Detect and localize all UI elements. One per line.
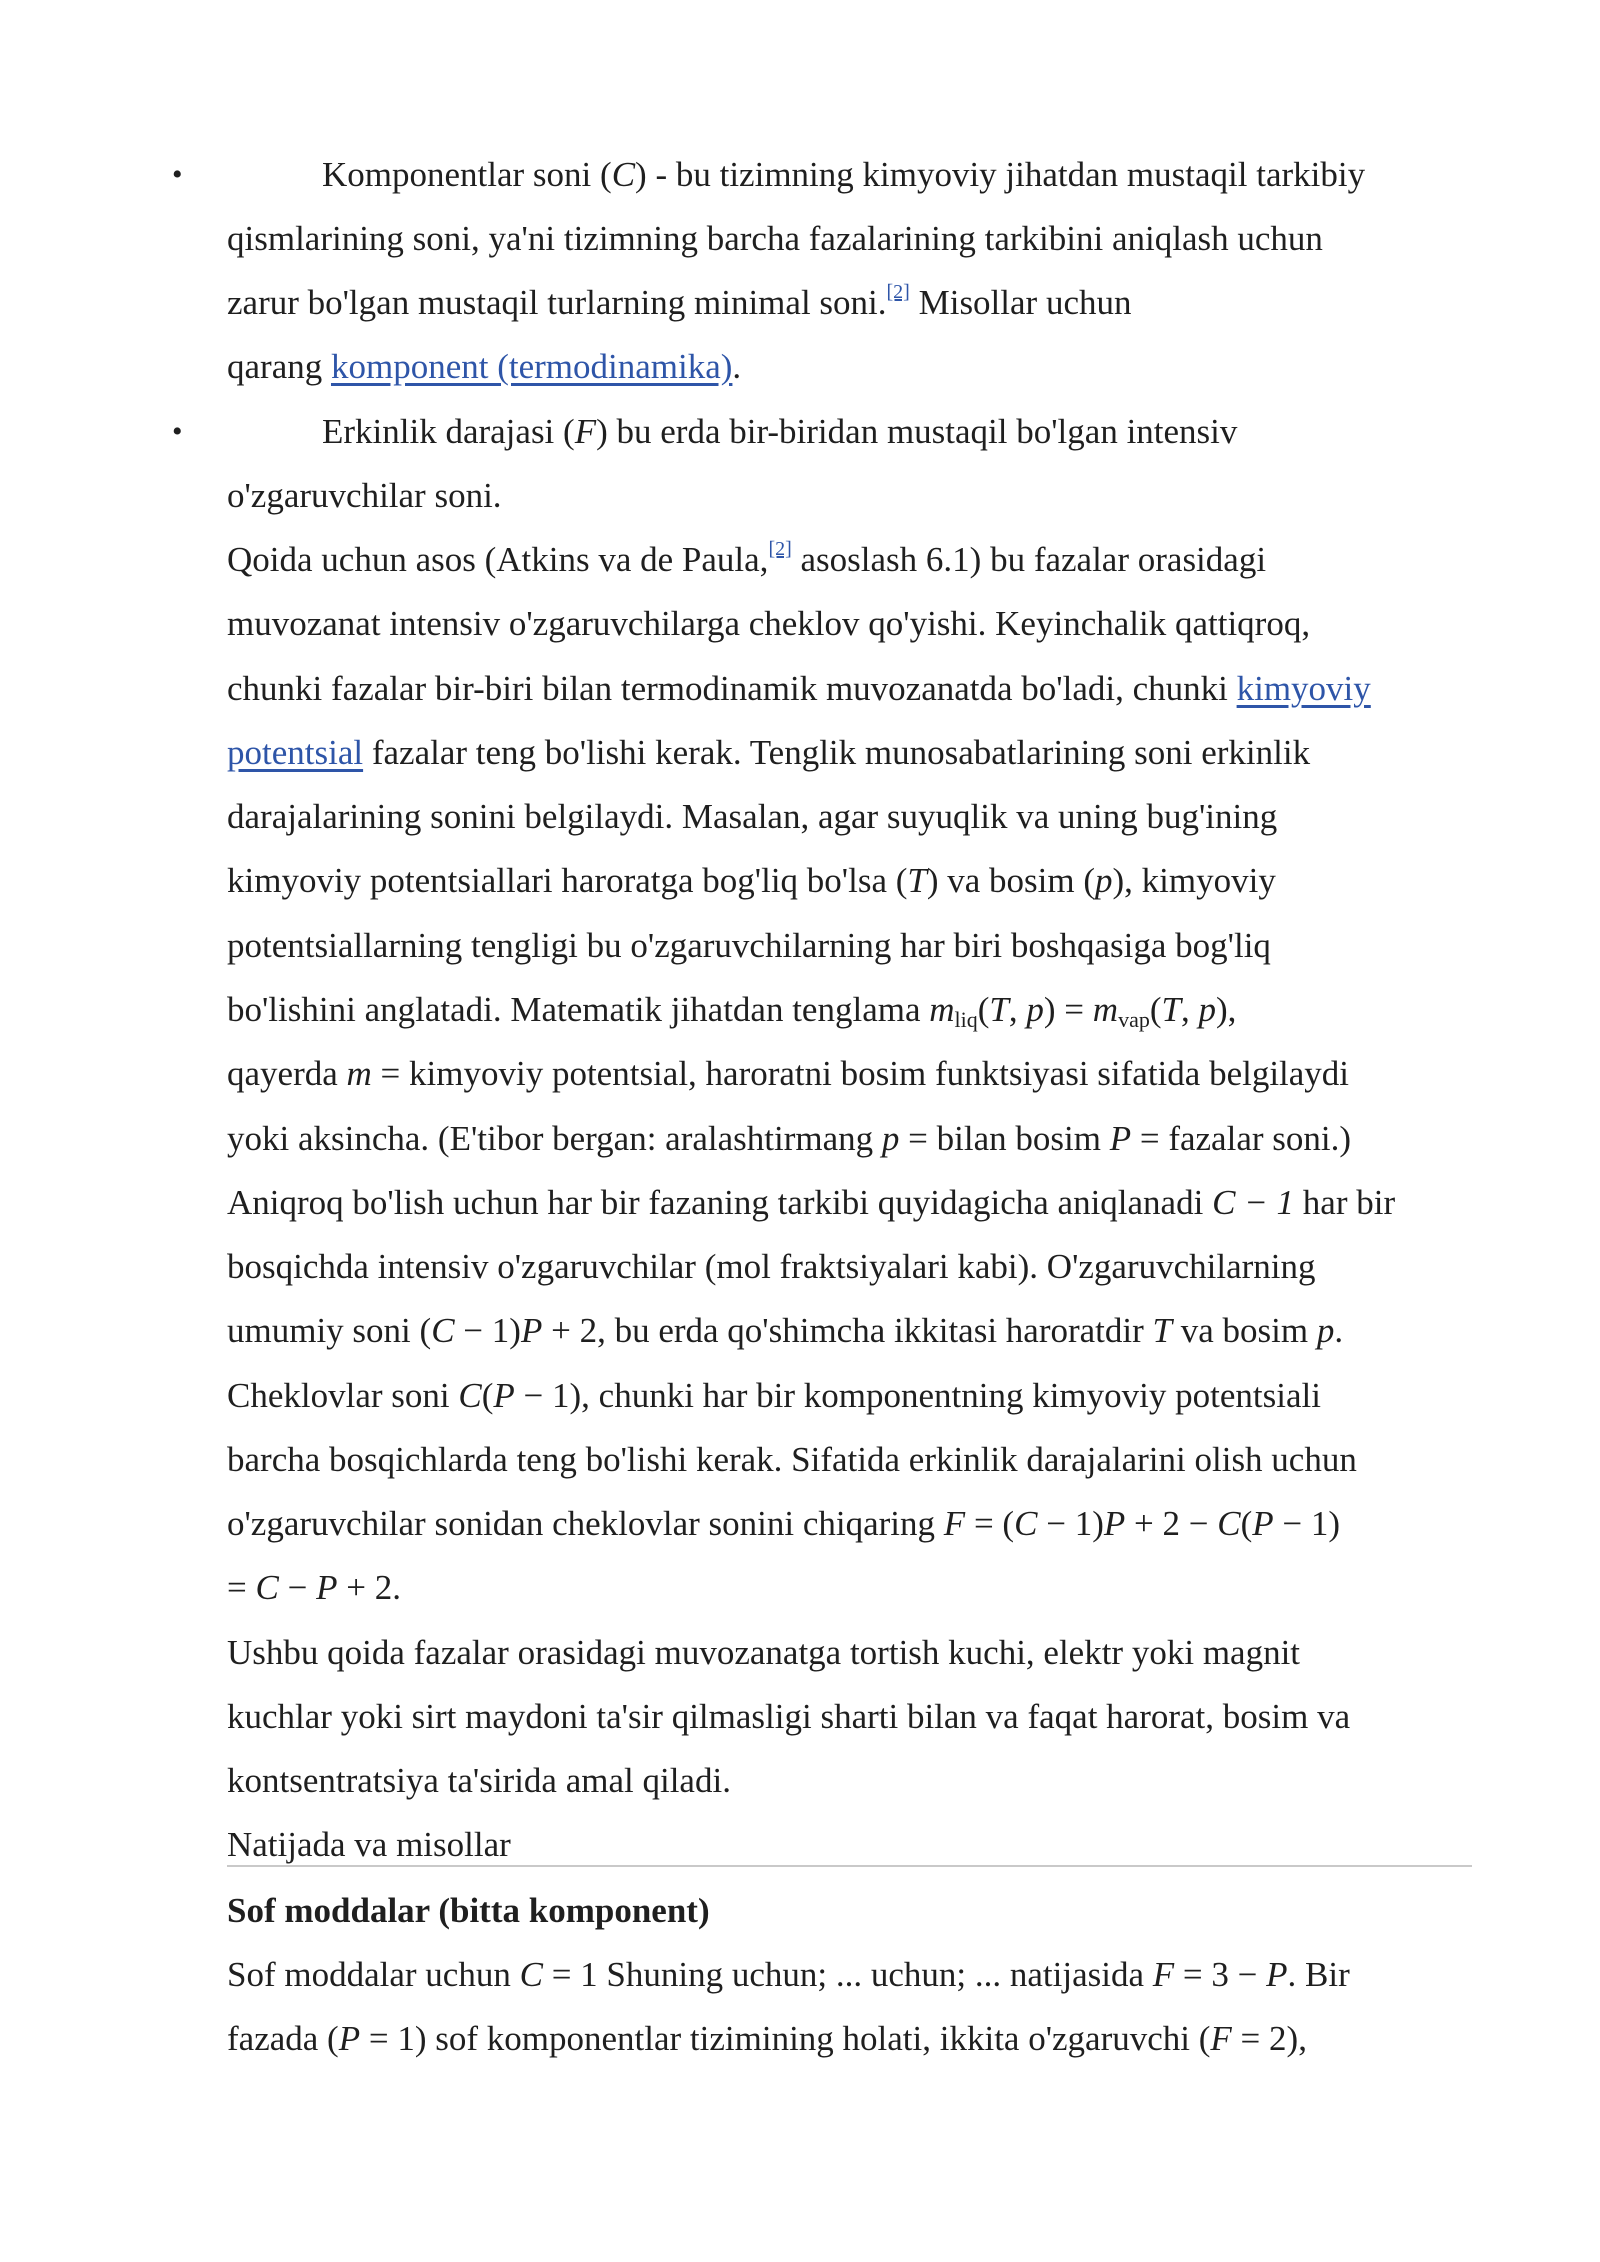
bullet1-line3 [227,281,1131,325]
para2-line2: kuchlar yoki sirt maydoni ta'sir qilmasligi sharti bilan va faqat harorat, bosim va [227,1697,1351,1736]
text: − 1) [1037,1504,1104,1543]
text: har bir [1294,1183,1396,1222]
text: = ( [965,1504,1015,1543]
variable: P [493,1376,515,1415]
variable: P [1109,1119,1132,1158]
text: = fazalar soni.) [1131,1119,1352,1158]
chemical-potential-link-cont[interactable]: potentsial [227,733,364,772]
para1-line12: bosqichda intensiv o'zgaruvchilar (mol fraktsiyalari kabi). O'zgaruvchilarning [227,1247,1316,1286]
text: chunki fazalar bir-biri bilan termodinamik muvozanatda bo'ladi, chunki [227,669,1237,708]
variable-f: F [574,412,597,451]
variable: C [458,1376,482,1415]
text: ) - bu tizimning kimyoviy jihatdan mustaqil tarkibiy [635,155,1366,194]
text: = [227,1568,256,1607]
text: ), [1215,990,1237,1029]
text: fazada ( [227,2019,339,2058]
text: o'zgaruvchilar sonidan cheklovlar sonini chiqaring [227,1504,944,1543]
text: ) = [1043,990,1093,1029]
para1-line3 [227,667,1371,711]
text: zarur bo'lgan mustaqil turlarning minimal soni. [227,283,887,322]
variable: P [316,1568,338,1607]
text: + 2. [337,1568,401,1607]
variable: T [1161,990,1181,1029]
text: − [278,1568,317,1607]
text: ) bu erda bir-biridan mustaqil bo'lgan intensiv [596,412,1238,451]
text: ( [977,990,990,1029]
text: = kimyoviy potentsial, haroratni bosim funktsiyasi sifatida belgilaydi [371,1054,1350,1093]
variable: p [881,1119,900,1158]
para1-line4 [227,731,1310,775]
bullet-marker: • [172,158,183,191]
text: bo'lishini anglatadi. Matematik jihatdan tenglama [227,990,930,1029]
subscript: liq [954,1007,978,1032]
reference-link[interactable]: [2] [886,281,910,303]
text: = 3 − [1174,1955,1267,1994]
para2-line3: kontsentratsiya ta'sirida amal qiladi. [227,1761,731,1800]
variable: p [1095,861,1113,900]
text: ( [1149,990,1162,1029]
text: Komponentlar soni ( [322,155,612,194]
variable: p [1198,990,1216,1029]
text: ( [1240,1504,1253,1543]
text: yoki aksincha. (E'tibor bergan: aralashtirmang [227,1119,882,1158]
variable: P [1266,1955,1288,1994]
bullet2-line1 [322,410,1237,454]
text: − 1) [1273,1504,1341,1543]
text: Qoida uchun asos (Atkins va de Paula, [227,540,769,579]
para1-line6 [227,859,1276,903]
text: Erkinlik darajasi ( [322,412,575,451]
variable: C [431,1311,455,1350]
text: va bosim [1172,1311,1317,1350]
variable: m [346,1054,372,1093]
variable: m [1092,990,1119,1029]
para2-line1: Ushbu qoida fazalar orasidagi muvozanatga tortish kuchi, elektr yoki magnit [227,1633,1301,1672]
text: + 2 − [1125,1504,1218,1543]
para3-line1 [227,1953,1350,1997]
variable: F [943,1504,966,1543]
variable-c: C [611,155,636,194]
subscript: vap [1118,1007,1150,1032]
variable: T [989,990,1009,1029]
text: umumiy soni ( [227,1311,432,1350]
text: , [1180,990,1199,1029]
bullet1-line4 [227,345,741,389]
para1-line11 [227,1181,1395,1225]
para1-line15: barcha bosqichlarda teng bo'lishi kerak. Sifatida erkinlik darajalarini olish uchun [227,1440,1357,1479]
variable: F [1210,2019,1232,2058]
text: . Bir [1287,1955,1350,1994]
para1-line13 [227,1309,1343,1353]
component-thermodynamics-link[interactable]: komponent (termodinamika) [330,347,733,386]
variable: P [1103,1504,1126,1543]
para3-line2 [227,2017,1307,2061]
bullet1-line1 [322,153,1365,197]
text: qarang [227,347,331,386]
variable: C − 1 [1212,1183,1295,1222]
variable: P [1252,1504,1274,1543]
text: + 2, bu erda qo'shimcha ikkitasi haroratdir [542,1311,1153,1350]
para1-line14 [227,1374,1321,1418]
text: kimyoviy potentsiallari haroratga bog'liq bo'lsa ( [227,861,908,900]
variable: C [1014,1504,1038,1543]
variable: m [929,990,955,1029]
variable: P [338,2019,361,2058]
para1-line5: darajalarining sonini belgilaydi. Masalan, agar suyuqlik va uning bug'ining [227,797,1278,836]
bullet1-line2: qismlarining soni, ya'ni tizimning barcha fazalarining tarkibini aniqlash uchun [227,219,1323,258]
text: qayerda [227,1054,347,1093]
text: Misollar uchun [909,283,1132,322]
variable: C [255,1568,279,1607]
text: Cheklovlar soni [227,1376,459,1415]
variable: p [1316,1311,1335,1350]
text: = 1) sof komponentlar tizimining holati, ikkita o'zgaruvchi ( [360,2019,1211,2058]
reference-link[interactable]: [2] [768,538,792,560]
para1-line17 [227,1566,401,1610]
para1-line9 [227,1052,1349,1096]
text: = 2), [1231,2019,1307,2058]
text: . [732,347,742,386]
para1-line1 [227,538,1266,582]
bullet2-line2: o'zgaruvchilar soni. [227,476,502,515]
text: Sof moddalar uchun [227,1955,520,1994]
variable: C [1217,1504,1241,1543]
variable: P [520,1311,543,1350]
text: = bilan bosim [899,1119,1110,1158]
text: , [1008,990,1027,1029]
variable: p [1026,990,1044,1029]
variable: T [1152,1311,1173,1350]
text: ) va bosim ( [926,861,1096,900]
para1-line7: potentsiallarning tengligi bu o'zgaruvchilarning har biri boshqasiga bog'liq [227,926,1271,965]
text: = 1 Shuning uchun; ... uchun; ... natijasida [542,1955,1153,1994]
text: fazalar teng bo'lishi kerak. Tenglik munosabatlarining soni erkinlik [363,733,1311,772]
text: ), kimyoviy [1112,861,1276,900]
text: ( [481,1376,494,1415]
subsection-heading: Sof moddalar (bitta komponent) [227,1891,710,1930]
section-heading: Natijada va misollar [227,1825,511,1864]
para1-line10 [227,1117,1351,1161]
variable: C [519,1955,543,1994]
text: asoslash 6.1) bu fazalar orasidagi [791,540,1267,579]
text: − 1), chunki har bir komponentning kimyoviy potentsiali [514,1376,1321,1415]
para1-line8 [227,988,1236,1032]
heading-divider [227,1865,1472,1867]
para1-line2: muvozanat intensiv o'zgaruvchilarga cheklov qo'yishi. Keyinchalik qattiqroq, [227,604,1311,643]
text: − 1) [454,1311,521,1350]
chemical-potential-link[interactable]: kimyoviy [1236,669,1371,708]
text: Aniqroq bo'lish uchun har bir fazaning tarkibi quyidagicha aniqlanadi [227,1183,1213,1222]
variable: T [907,861,927,900]
variable: F [1152,1955,1175,1994]
text: . [1334,1311,1344,1350]
para1-line16 [227,1502,1340,1546]
bullet-marker: • [172,415,183,448]
